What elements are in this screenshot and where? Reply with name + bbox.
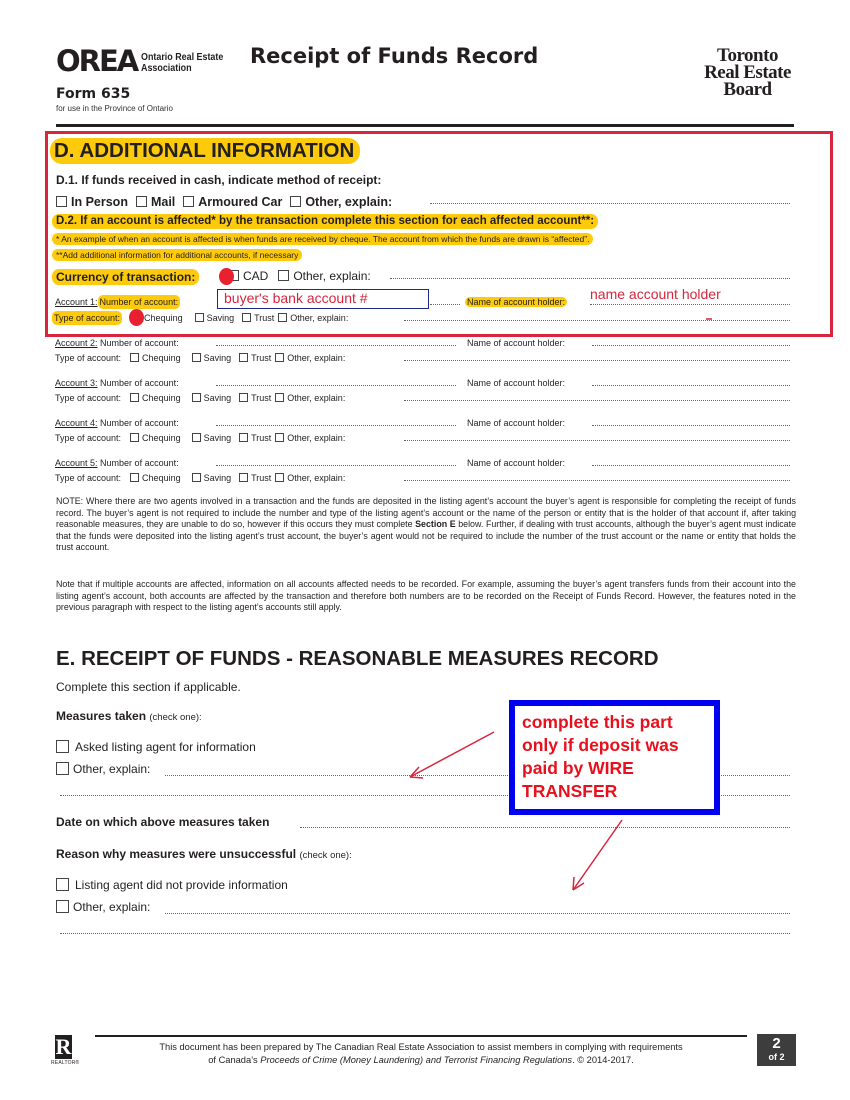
option-label: Other, explain: [290,313,349,323]
d1-question: D.1. If funds received in cash, indicate method of receipt: [56,173,382,187]
option-label: Saving [203,393,232,403]
account-5-holder-label: Name of account holder: [467,458,566,468]
option-label: Other, explain: [73,762,151,776]
type-of-account-label: Type of account: [55,353,122,363]
option-label: Other, explain: [287,353,346,363]
orea-name-line2: Association [141,62,192,74]
footer-disclaimer [95,1041,747,1067]
type-of-account-label: Type of account: [55,433,122,443]
account-4-holder-label: Name of account holder: [467,418,566,428]
type-of-account-label: Type of account: [55,393,122,403]
option-label: Other, explain: [287,393,346,403]
footer-line2 [95,1054,747,1067]
option-label: Chequing [144,313,183,323]
account-2-holder-label: Name of account holder: [467,338,566,348]
option-label: Trust [251,473,272,483]
option-label: Saving [203,473,232,483]
form-usage-note: for use in the Province of Ontario [56,104,173,113]
option-label: Trust [251,433,272,443]
option-label: Trust [254,313,275,323]
account-label: Account 1: [55,297,98,307]
account-1-holder-value[interactable]: name account holder [590,286,721,302]
page-number: 2 [772,1035,781,1052]
page-total: of 2 [768,1052,785,1062]
section-d-title: D. ADDITIONAL INFORMATION [50,138,360,164]
treb-line3: Board [723,79,772,100]
form-title: Receipt of Funds Record [250,44,539,68]
footer-line2-suffix: . © 2014-2017. [572,1055,634,1065]
orea-name-line1: Ontario Real Estate [141,51,224,63]
account-label: Account 2: [55,338,98,348]
option-label: Saving [203,353,232,363]
type-of-account-label: Type of account: [55,473,122,483]
option-label: Chequing [142,473,181,483]
option-label: CAD [243,269,269,283]
section-e-title: E. RECEIPT OF FUNDS - REASONABLE MEASURES RECORD [56,647,659,670]
option-label: Other, explain: [287,433,346,443]
option-label: Chequing [142,353,181,363]
page-number-badge [757,1034,796,1066]
holder-label: Name of account holder: [467,297,566,307]
footer-regulation-name: Proceeds of Crime (Money Laundering) and Terrorist Financing Regulations [260,1055,573,1065]
option-label: Other, explain: [287,473,346,483]
number-of-account-label: Number of account: [99,297,179,307]
realtor-wordmark: REALTOR® [51,1060,80,1066]
d2-question: D.2. If an account is affected* by the transaction complete this section for each affected account**: [52,214,598,229]
account-3-holder-label: Name of account holder: [467,378,566,388]
footer-divider [95,1035,747,1037]
reason-label-text: Reason why measures were unsuccessful [56,847,297,861]
annotation-line: TRANSFER [522,781,618,801]
footer-line2-prefix: of Canada’s [208,1055,261,1065]
annotation-line: only if deposit was [522,735,679,755]
account-1-number-input[interactable]: buyer's bank account # [217,289,429,309]
option-label: Chequing [142,393,181,403]
form-number: Form 635 [56,86,131,102]
measures-hint: (check one): [149,712,202,723]
option-label: Other, explain: [305,195,393,209]
d2-note-additional: **Add additional information for additional accounts, if necessary [52,249,302,261]
option-label: In Person [71,195,128,209]
note1-bold: Section E [415,519,456,530]
measures-label: Measures taken [56,709,147,723]
option-label: Saving [206,313,235,323]
note1-text-end: below. Further, if dealing with trust accounts, although the buyer’s agent must indicate that the funds were deposited into the listing agent’s trust account, the buyer’s agent would not be required to include the number of the trust account or the name or entity that holds the trust account. [56,519,797,553]
orea-logo: OREA [56,44,138,78]
account-label: Account 5: [55,458,98,468]
type-of-account-label: Type of account: [54,313,121,323]
annotation-line: paid by WIRE [522,758,634,778]
realtor-logo-icon: R [55,1034,72,1059]
number-of-account-label: Number of account: [100,338,179,348]
currency-label: Currency of transaction: [52,269,199,285]
option-label: Trust [251,353,272,363]
note-multiple-accounts: Note that if multiple accounts are affected, information on all accounts affected needs to be recorded. For example, assuming the buyer’s agent transfers funds from their account into the listing agent’s account, both accounts are affected by the transaction and therefore both numbers are to be recorded on the Receipt of Funds Record. However, the features noted in the previous paragraph with respect to the listing agent’s accounts still apply. [56,579,796,613]
account-label: Account 4: [55,418,98,428]
reason-hint: (check one): [299,850,352,861]
treb-line1: Toronto [717,45,778,66]
note1-text: NOTE: Where there are two agents involved in a transaction and the funds are deposited in the listing agent’s account the buyer’s agent is responsible for completing the receipt of funds record. The buyer’s agent is not required to include the number and type of the listing agent’s account or the name of the person or entity that is the holder of that account if, after taking reasonable measures, they are unable to do so, however if this occurs they must complete [56,496,796,530]
treb-line2: Real Estate [704,62,791,83]
annotation-line: complete this part [522,712,673,732]
option-label: Asked listing agent for information [75,740,256,754]
number-of-account-label: Number of account: [100,458,179,468]
option-label: Saving [203,433,232,443]
option-label: Armoured Car [198,195,283,209]
footer-line1: This document has been prepared by The Canadian Real Estate Association to assist members in complying with requirements [159,1042,683,1052]
date-measures-label: Date on which above measures taken [56,815,270,829]
option-label: Listing agent did not provide information [75,878,288,892]
section-e-intro: Complete this section if applicable. [56,680,241,694]
option-label: Mail [150,195,176,209]
number-of-account-label: Number of account: [100,378,179,388]
d2-note-affected: * An example of when an account is affected is when funds are received by cheque. The account from which the funds are drawn is “affected”. [52,233,593,245]
account-label: Account 3: [55,378,98,388]
option-label: Other, explain: [293,269,371,283]
number-of-account-label: Number of account: [100,418,179,428]
option-label: Other, explain: [73,900,151,914]
option-label: Trust [251,393,272,403]
option-label: Chequing [142,433,181,443]
